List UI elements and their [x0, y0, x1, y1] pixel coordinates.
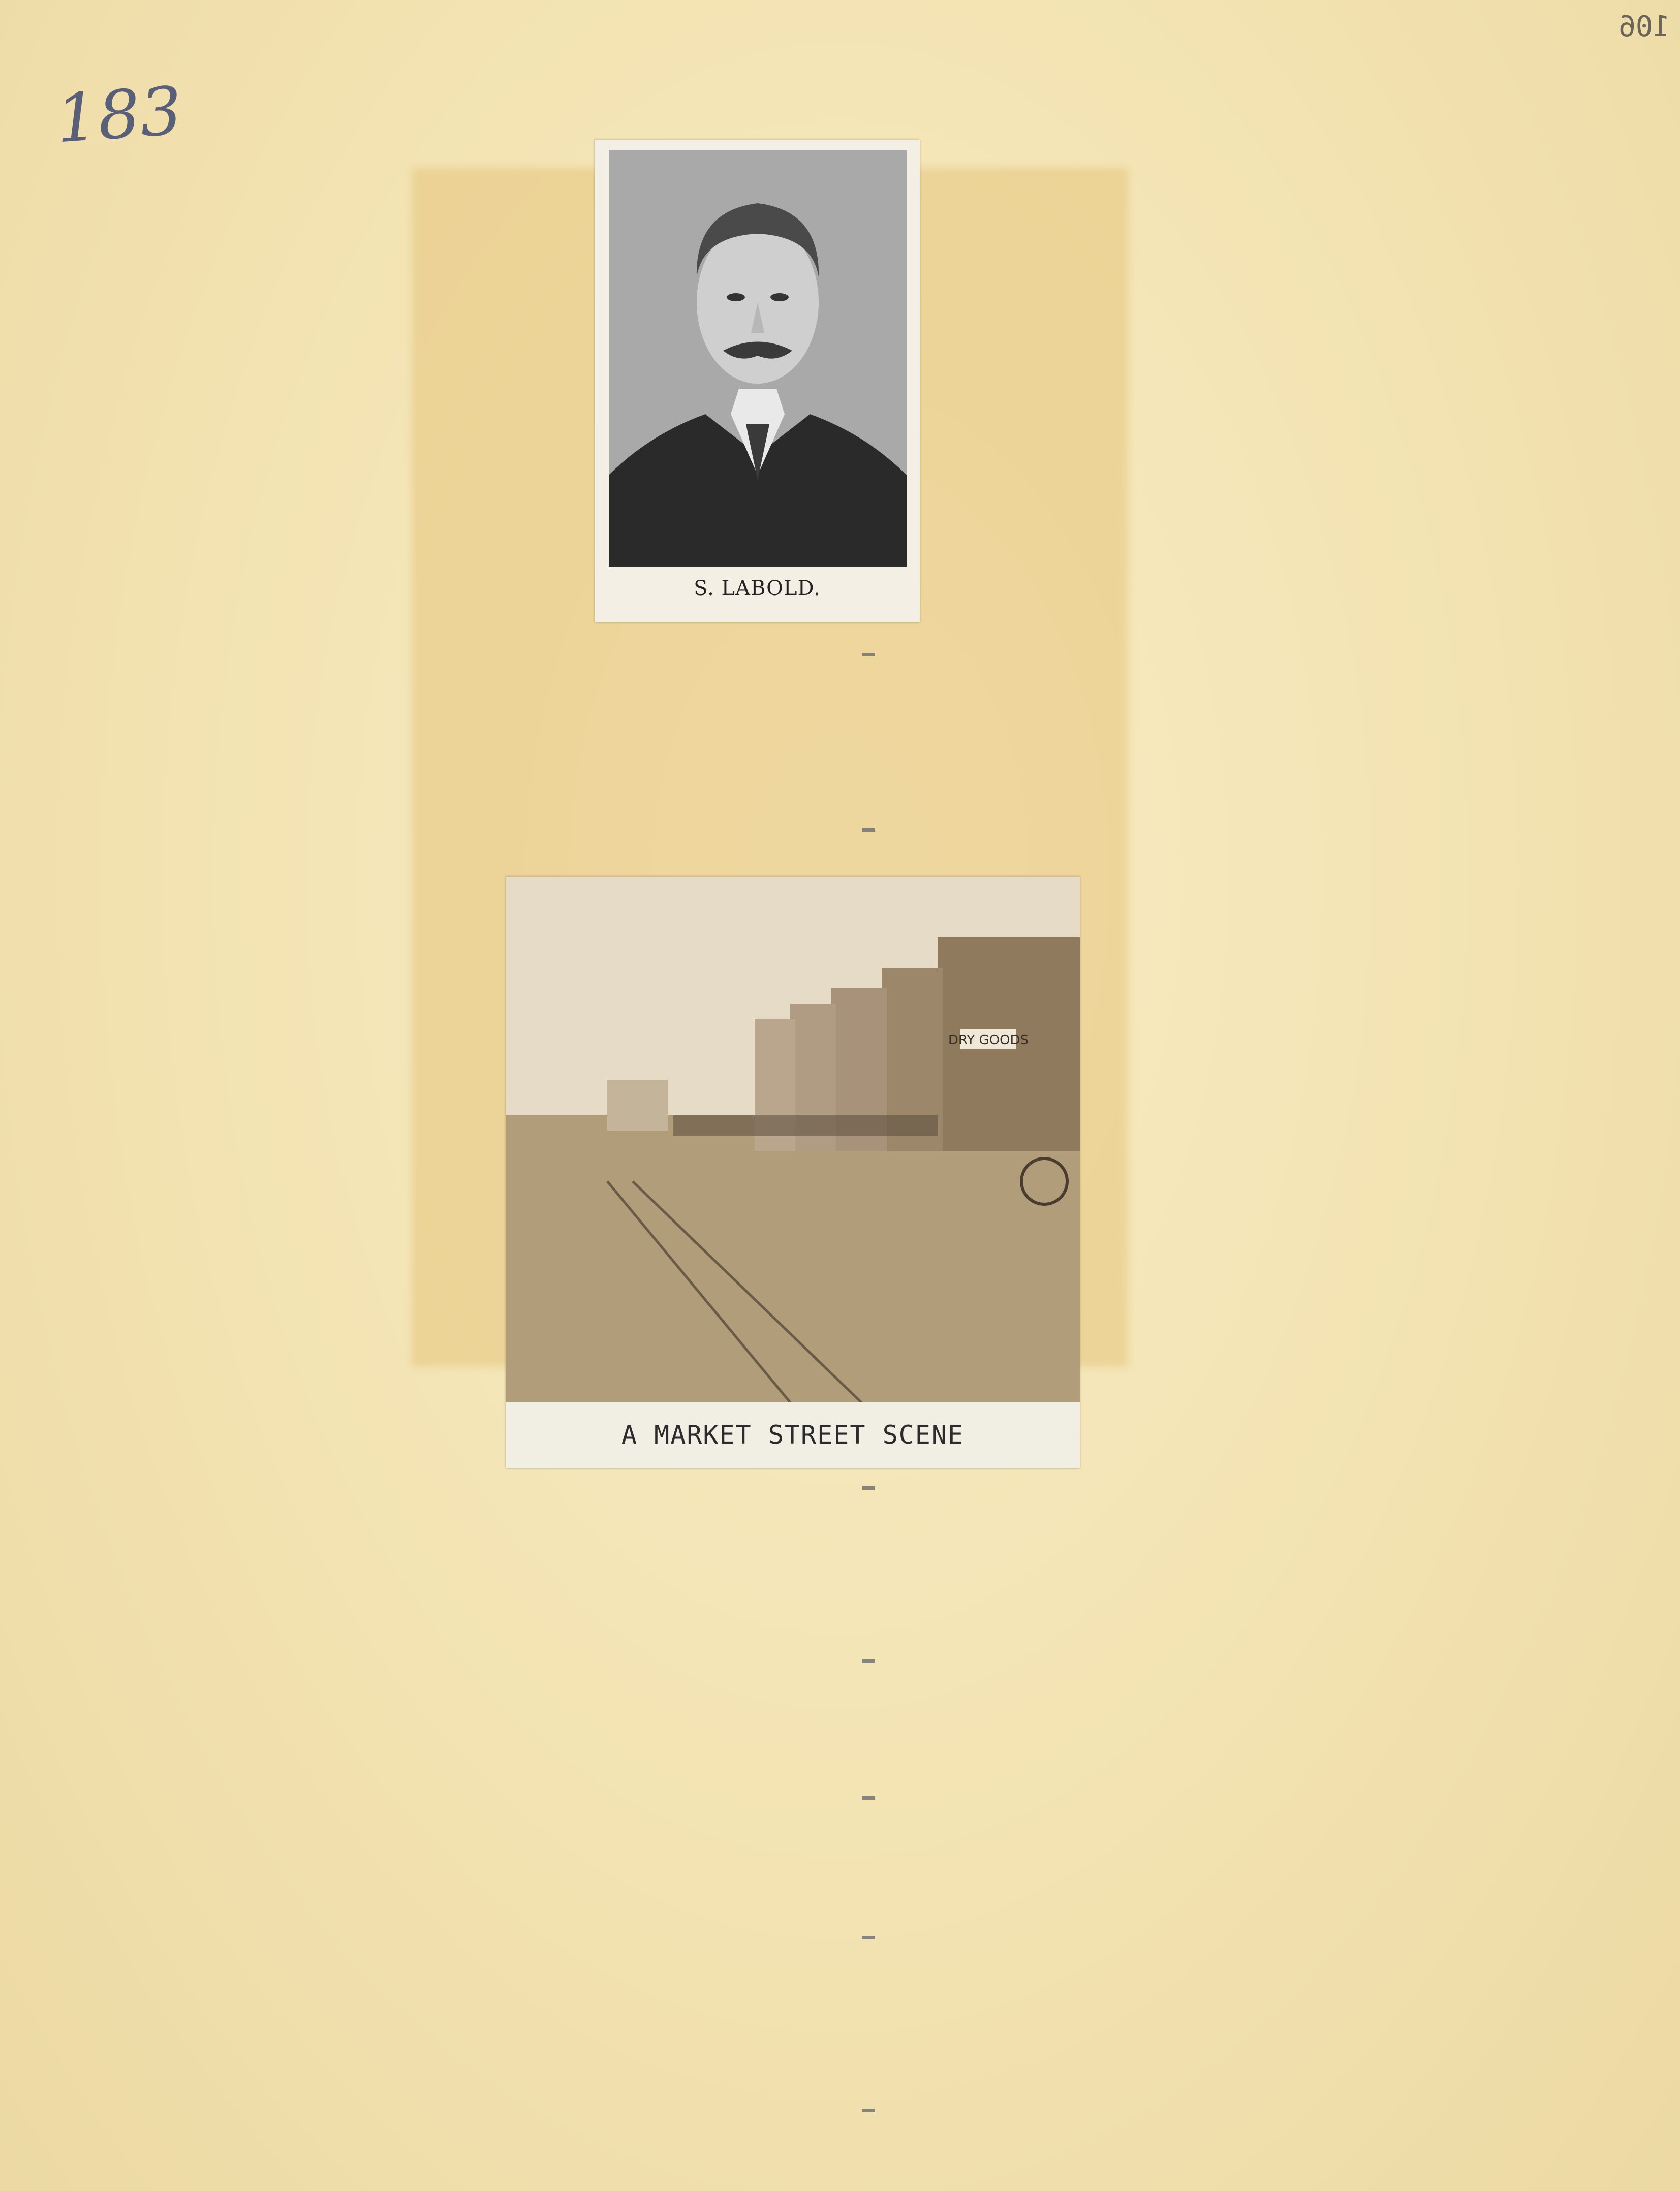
portrait-photo-card [595, 140, 920, 622]
street-caption: A MARKET STREET SCENE [621, 1420, 965, 1450]
portrait-photo [609, 150, 907, 567]
street-photo [506, 877, 1080, 1402]
separator-dash [862, 653, 875, 656]
separator-dash [862, 1796, 875, 1800]
portrait-caption: S. LABOLD. [694, 577, 821, 600]
page-number: 106 [1619, 10, 1670, 43]
separator-dash [862, 1659, 875, 1663]
separator-dash [862, 1486, 875, 1490]
separator-dash [862, 828, 875, 832]
separator-dash [862, 2109, 875, 2112]
handwritten-number: 183 [53, 72, 185, 158]
street-photo-card [506, 877, 1080, 1468]
portrait-illustration [609, 150, 907, 567]
dry-goods-sign: DRY GOODS [948, 1032, 1029, 1048]
separator-dash [862, 1936, 875, 1939]
street-illustration [506, 877, 1080, 1402]
